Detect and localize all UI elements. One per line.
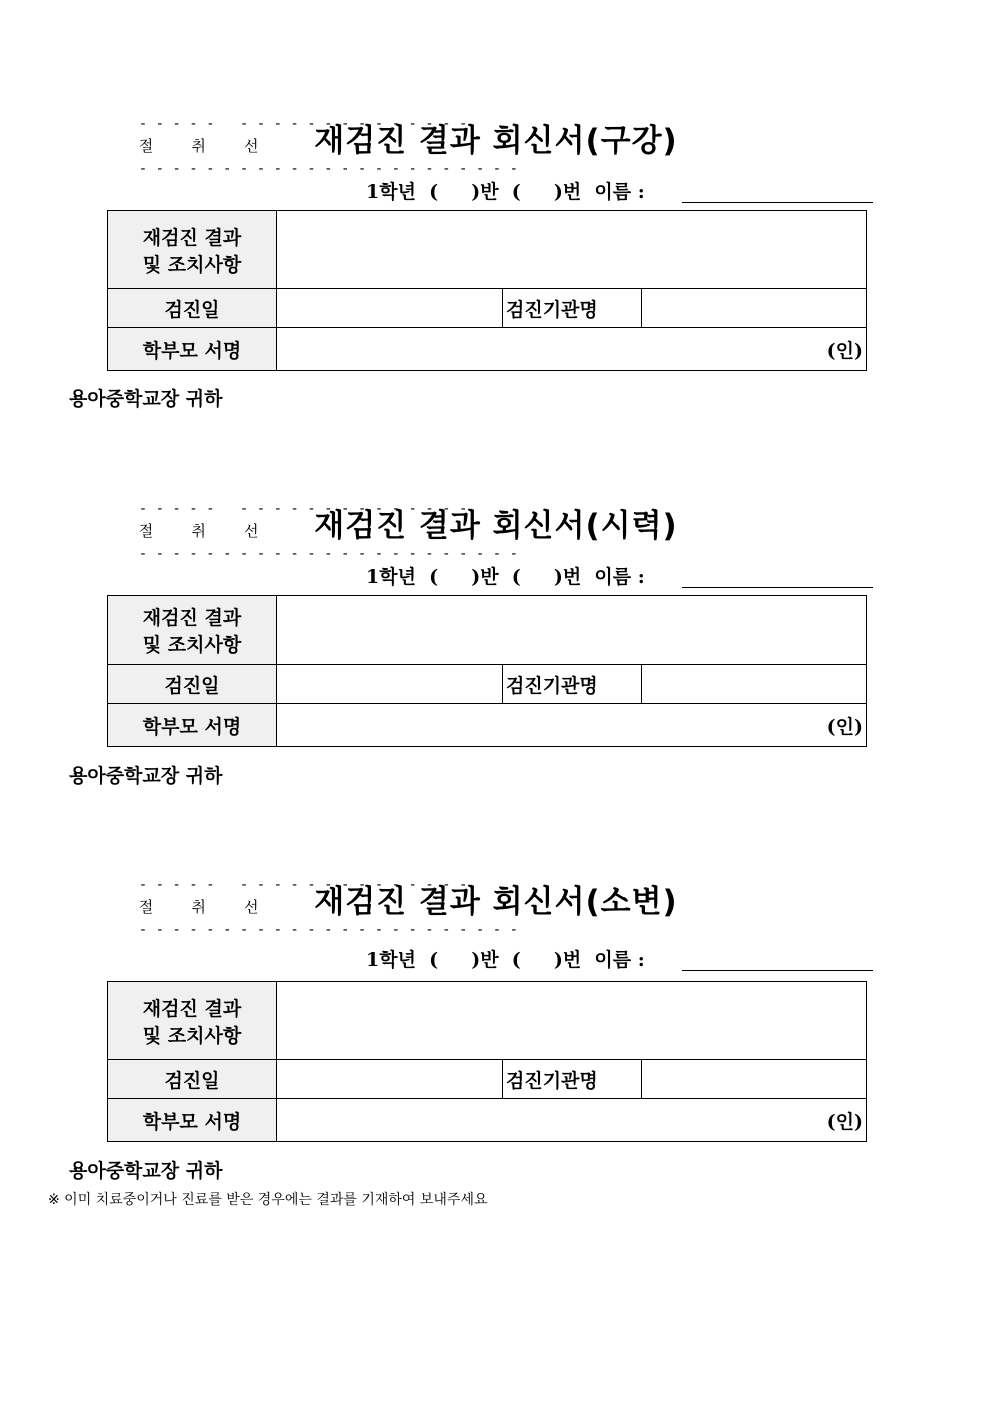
cut-line-dashes-right: - - - - - - - - - - - - - - - - - - - - - - - [138, 161, 519, 177]
cut-line-label: 절 취 선 [138, 137, 259, 155]
result-field[interactable] [277, 982, 867, 1060]
result-label-line1: 재검진 결과 [142, 226, 242, 249]
recipient: 용아중학교장 귀하 [69, 765, 223, 787]
form-title: 재검진 결과 회신서(시력) [314, 508, 678, 544]
seal-mark: (인) [826, 715, 864, 738]
parent-sign-label: 학부모 서명 [108, 704, 277, 747]
reply-form-table [107, 981, 867, 1142]
result-label-line1: 재검진 결과 [142, 997, 242, 1020]
institution-label: 검진기관명 [503, 665, 642, 704]
exam-date-label: 검진일 [108, 1060, 277, 1099]
cut-line-dashes-left: - - - - - - - - - - - - - - - - - - - [138, 877, 468, 893]
parent-sign-field[interactable] [277, 328, 867, 371]
institution-field[interactable] [642, 665, 867, 704]
institution-field[interactable] [642, 1060, 867, 1099]
reply-form-table [107, 210, 867, 371]
result-label-line2: 및 조치사항 [142, 634, 242, 656]
recipient: 용아중학교장 귀하 [69, 388, 223, 410]
footnote: ※ 이미 치료중이거나 진료를 받은 경우에는 결과를 기재하여 보내주세요 [48, 1192, 488, 1208]
result-label [108, 596, 277, 665]
exam-date-field[interactable] [277, 665, 503, 704]
parent-sign-label: 학부모 서명 [108, 328, 277, 371]
seal-mark: (인) [826, 1110, 864, 1133]
cut-line-dashes-right: - - - - - - - - - - - - - - - - - - - - - - - [138, 922, 519, 938]
student-info-line: 1학년 ( )반 ( )번 이름 : [366, 949, 645, 971]
result-label [108, 211, 277, 289]
name-field[interactable] [682, 202, 873, 203]
exam-date-label: 검진일 [108, 665, 277, 704]
exam-date-field[interactable] [277, 1060, 503, 1099]
form-title: 재검진 결과 회신서(소변) [314, 884, 678, 920]
student-info-line: 1학년 ( )반 ( )번 이름 : [366, 566, 645, 588]
result-field[interactable] [277, 596, 867, 665]
cut-line-dashes-left: - - - - - - - - - - - - - - - - - - - [138, 116, 468, 132]
reply-form-section-vision [0, 476, 992, 816]
result-label [108, 982, 277, 1060]
cut-line-label: 절 취 선 [138, 522, 259, 540]
result-field[interactable] [277, 211, 867, 289]
parent-sign-field[interactable] [277, 704, 867, 747]
recipient: 용아중학교장 귀하 [69, 1160, 223, 1182]
cut-line-label: 절 취 선 [138, 898, 259, 916]
result-label-line2: 및 조치사항 [142, 253, 242, 276]
institution-label: 검진기관명 [503, 289, 642, 328]
reply-form-section-urine [0, 852, 992, 1192]
form-title: 재검진 결과 회신서(구강) [314, 123, 678, 159]
name-field[interactable] [682, 587, 873, 588]
parent-sign-field[interactable] [277, 1099, 867, 1142]
cut-line-dashes-left: - - - - - - - - - - - - - - - - - - - [138, 501, 468, 517]
result-label-line1: 재검진 결과 [142, 607, 242, 629]
institution-label: 검진기관명 [503, 1060, 642, 1099]
seal-mark: (인) [826, 339, 864, 362]
student-info-line: 1학년 ( )반 ( )번 이름 : [366, 181, 645, 203]
reply-form-table [107, 595, 867, 747]
institution-field[interactable] [642, 289, 867, 328]
exam-date-label: 검진일 [108, 289, 277, 328]
result-label-line2: 및 조치사항 [142, 1024, 242, 1047]
cut-line-dashes-right: - - - - - - - - - - - - - - - - - - - - - - - [138, 546, 519, 562]
exam-date-field[interactable] [277, 289, 503, 328]
reply-form-section-oral [0, 91, 992, 431]
parent-sign-label: 학부모 서명 [108, 1099, 277, 1142]
name-field[interactable] [682, 970, 873, 971]
